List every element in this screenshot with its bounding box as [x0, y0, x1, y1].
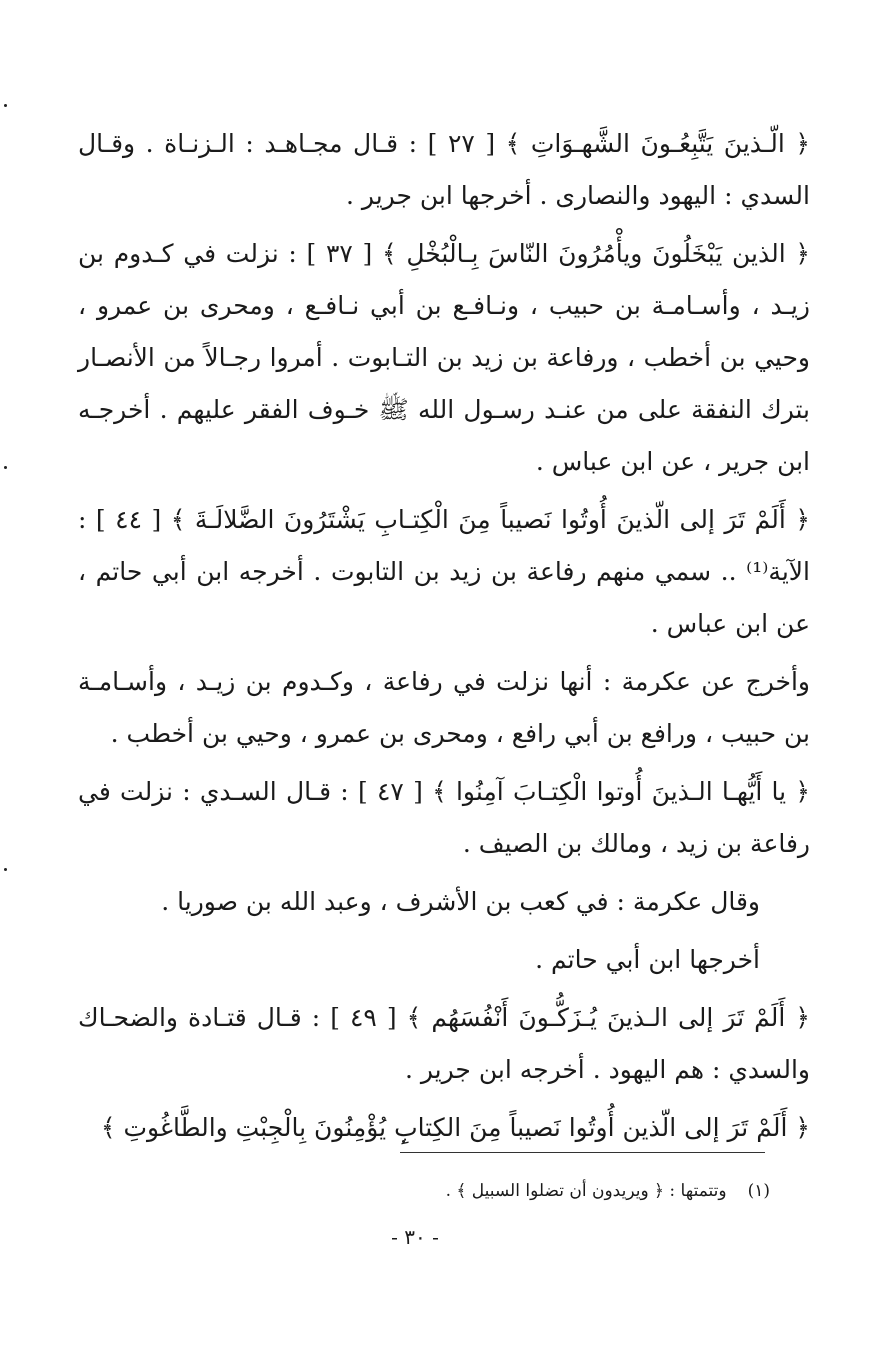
footnote-divider: [400, 1152, 765, 1153]
footnote-number: (١): [747, 1181, 770, 1201]
scan-mark-top: [4, 104, 7, 107]
paragraph: ﴿ يا أَيُّهـا الـذينَ أُوتوا الْكِتـابَ آمِنُوا ﴾ [ ٤٧ ] : قـال السـدي : نزلت في رفاعة بن زيد ، ومالك بن الصيف .: [78, 777, 810, 858]
main-text: [78, 118, 810, 1160]
paragraph: ﴿ الّـذينَ يَتَّبِعُـونَ الشَّهـوَاتِ ﴾ [ ٢٧ ] : قـال مجـاهـد : الـزنـاة . وقـال السدي : اليهود والنصارى . أخرجها ابن جرير .: [78, 129, 810, 210]
footnote: [380, 1178, 770, 1204]
paragraph: ﴿ أَلَمْ تَرَ إلى الّذين أُوتُوا نَصيباً مِنَ الكِتابِ يُؤْمِنُونَ بِالْجِبْتِ والطَّاغُوتِ ﴾: [100, 1113, 810, 1142]
paragraph: أخرجها ابن أبي حاتم .: [535, 945, 760, 974]
paragraph: وقال عكرمة : في كعب بن الأشرف ، وعبد الله بن صوريا .: [161, 887, 760, 916]
paragraph: ﴿ أَلَمْ تَرَ إلى الـذينَ يُـزَكُّـونَ أَنْفُسَهُم ﴾ [ ٤٩ ] : قـال قتـادة والضحـاك والسدي : هم اليهود . أخرجه ابن جرير .: [78, 1003, 811, 1084]
paragraph: ﴿ أَلَمْ تَرَ إلى الّذينَ أُوتُوا نَصيباً مِنَ الْكِتـابِ يَشْتَرُونَ الضَّلالَـةَ ﴾ [ ٤٤ ] : الآية⁽¹⁾ .. سمي منهم رفاعة بن زيد بن التابوت . أخرجه ابن أبي حاتم ، عن ابن عباس .: [78, 505, 810, 638]
paragraph: ﴿ الذين يَبْخَلُونَ ويأْمُرُونَ النّاسَ بِـالْبُخْلِ ﴾ [ ٣٧ ] : نزلت في كـدوم بن زيـد ، وأسـامـة بن حبيب ، ونـافـع بن أبي نـافـع ، ومحرى بن عمرو ، وحيي بن أخطب ، ورفاعة بن زيد بن التـابوت . أمروا رجـالاً من الأنصـار بترك النفقة على من عنـد رسـول الله ﷺ خـوف الفقر عليهم . أخرجـه ابن جرير ، عن ابن عباس .: [78, 239, 810, 476]
scan-mark-middle: [4, 466, 7, 469]
scan-mark-lower: [4, 868, 7, 871]
page-number: - ٣٠ -: [391, 1225, 439, 1249]
footnote-text: وتتمتها : ﴿ ويريدون أن تضلوا السبيل ﴾ .: [445, 1181, 727, 1201]
paragraph: وأخرج عن عكرمة : أنها نزلت في رفاعة ، وكـدوم بن زيـد ، وأسـامـة بن حبيب ، ورافع بن أبي رافع ، ومحرى بن عمرو ، وحيي بن أخطب .: [78, 667, 810, 748]
